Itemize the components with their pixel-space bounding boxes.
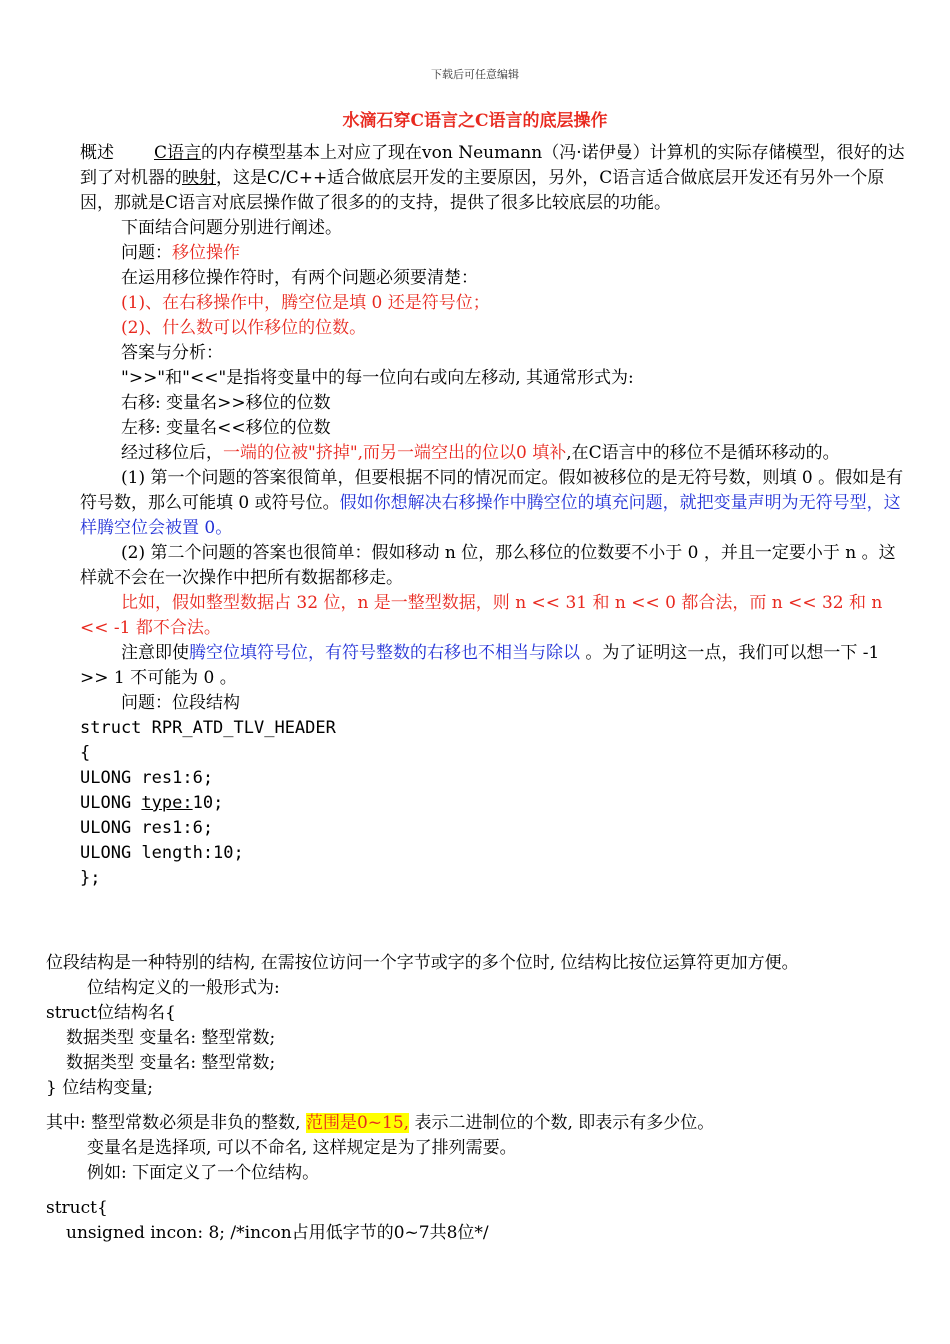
intro-line: 下面结合问题分别进行阐述。 bbox=[121, 218, 342, 238]
second-section bbox=[46, 951, 908, 1246]
after-shift-a: 经过移位后， bbox=[121, 443, 223, 463]
answer-2-text: (2) 第二个问题的答案也很简单：假如移动 n 位，那么移位的位数要不小于 0 ，并且一定要小于 n 。这样就不会在一次操作中把所有数据都移走。 bbox=[80, 543, 896, 588]
code-line: { bbox=[80, 743, 91, 763]
mapping-link[interactable]: 映射 bbox=[182, 168, 216, 188]
code-line: 数据类型 变量名: 整型常数; bbox=[66, 1028, 276, 1048]
code-line: ULONG res1:6; bbox=[80, 818, 214, 838]
note-a: 注意即使 bbox=[121, 643, 189, 663]
note-c: 。为了证明这一点，我们可以想一下 -1 >> 1 不可能为 0 。 bbox=[80, 643, 880, 688]
answer-1-a: (1) 第一个问题的答案很简单，但要根据不同的情况而定。假如被移位的是无符号数，则填 0 。假如是有符号数，那么可能填 0 或符号位。 bbox=[80, 468, 904, 513]
shift-left-form: 左移: 变量名<<移位的位数 bbox=[121, 418, 331, 438]
code-line: ULONG length:10; bbox=[80, 843, 244, 863]
example-paragraph bbox=[80, 591, 906, 641]
answer-1-paragraph bbox=[80, 466, 906, 541]
code-line: unsigned incon: 8; /*incon占用低字节的0~7共8位*/ bbox=[66, 1223, 489, 1243]
question-1-lead: 在运用移位操作符时，有两个问题必须要清楚： bbox=[121, 268, 478, 288]
code-line: struct位结构名{ bbox=[46, 1003, 176, 1023]
code-line: struct{ bbox=[46, 1198, 108, 1218]
code-token: 10; bbox=[192, 793, 224, 813]
code-block-1 bbox=[80, 716, 906, 891]
after-shift-b: 一端的位被"挤掉",而另一端空出的位以0 填补 bbox=[223, 443, 567, 463]
note-b: 腾空位填符号位，有符号整数的右移也不相当与除以 bbox=[189, 643, 580, 663]
main-text bbox=[80, 141, 906, 891]
code-token: ULONG bbox=[80, 793, 142, 813]
code-line: } 位结构变量; bbox=[46, 1078, 153, 1098]
type-link[interactable]: type: bbox=[141, 793, 193, 813]
answer-label: 答案与分析： bbox=[121, 343, 223, 363]
example-text: 比如，假如整型数据占 32 位，n 是一整型数据，则 n << 31 和 n << 0 都合法，而 n << 32 和 n << -1 都不合法。 bbox=[80, 593, 883, 638]
code-line: ULONG res1:6; bbox=[80, 768, 214, 788]
overview-text-2: ，这是C/C++适合做底层开发的主要原因，另外，C语言适合做底层开发还有另外一个原因，那就是C语言对底层操作做了很多的的支持，提供了很多比较底层的功能。 bbox=[80, 168, 885, 213]
after-shift-c: ,在C语言中的移位不是循环移动的。 bbox=[566, 443, 840, 463]
code-line bbox=[80, 791, 906, 816]
range-highlight: 范围是0~15, bbox=[305, 1113, 410, 1133]
where-a: 其中: 整型常数必须是非负的整数, bbox=[46, 1113, 306, 1133]
shift-right-form: 右移: 变量名>>移位的位数 bbox=[121, 393, 331, 413]
example-definition: 例如: 下面定义了一个位结构。 bbox=[87, 1163, 320, 1183]
overview-label: 概述 bbox=[80, 143, 114, 163]
bitfield-form: 位结构定义的一般形式为: bbox=[87, 978, 280, 998]
answer-2-paragraph bbox=[80, 541, 906, 591]
code-line: 数据类型 变量名: 整型常数; bbox=[66, 1053, 276, 1073]
var-optional: 变量名是选择项, 可以不命名, 这样规定是为了排列需要。 bbox=[87, 1138, 517, 1158]
overview-text-1: 的内存模型基本上对应了现在von Neumann（冯·诺伊曼）计算机的实际存储模型，很好的达到了对机器的 bbox=[80, 143, 905, 188]
question-2: 问题：位段结构 bbox=[121, 693, 240, 713]
where-paragraph bbox=[46, 1111, 908, 1136]
code-block-3 bbox=[46, 1196, 908, 1246]
c-language-link[interactable]: C语言 bbox=[154, 143, 202, 163]
after-shift-paragraph bbox=[80, 441, 906, 466]
note-paragraph bbox=[80, 641, 906, 691]
code-line: }; bbox=[80, 868, 101, 888]
question-1-prefix: 问题： bbox=[121, 243, 172, 263]
overview-paragraph bbox=[80, 141, 906, 216]
question-1 bbox=[80, 241, 906, 266]
question-1-item: (2)、什么数可以作移位的位数。 bbox=[121, 318, 367, 338]
question-1-topic: 移位操作 bbox=[172, 243, 240, 263]
shift-definition: ">>"和"<<"是指将变量中的每一位向右或向左移动, 其通常形式为: bbox=[121, 368, 634, 388]
question-1-item: (1)、在右移操作中，腾空位是填 0 还是符号位； bbox=[121, 293, 490, 313]
code-line: struct RPR_ATD_TLV_HEADER bbox=[80, 718, 336, 738]
answer-1-b: 假如你想解决右移操作中腾空位的填充问题，就把变量声明为无符号型，这样腾空位会被置 0。 bbox=[80, 493, 901, 538]
page-title: 水滴石穿C语言之C语言的底层操作 bbox=[342, 111, 608, 131]
bitfield-description: 位段结构是一种特别的结构, 在需按位访问一个字节或字的多个位时, 位结构比按位运算符更加方便。 bbox=[46, 953, 799, 973]
where-c: 表示二进制位的个数, 即表示有多少位。 bbox=[409, 1113, 715, 1133]
page-header: 下载后可任意编辑 bbox=[431, 68, 519, 81]
code-block-2 bbox=[46, 1001, 908, 1101]
